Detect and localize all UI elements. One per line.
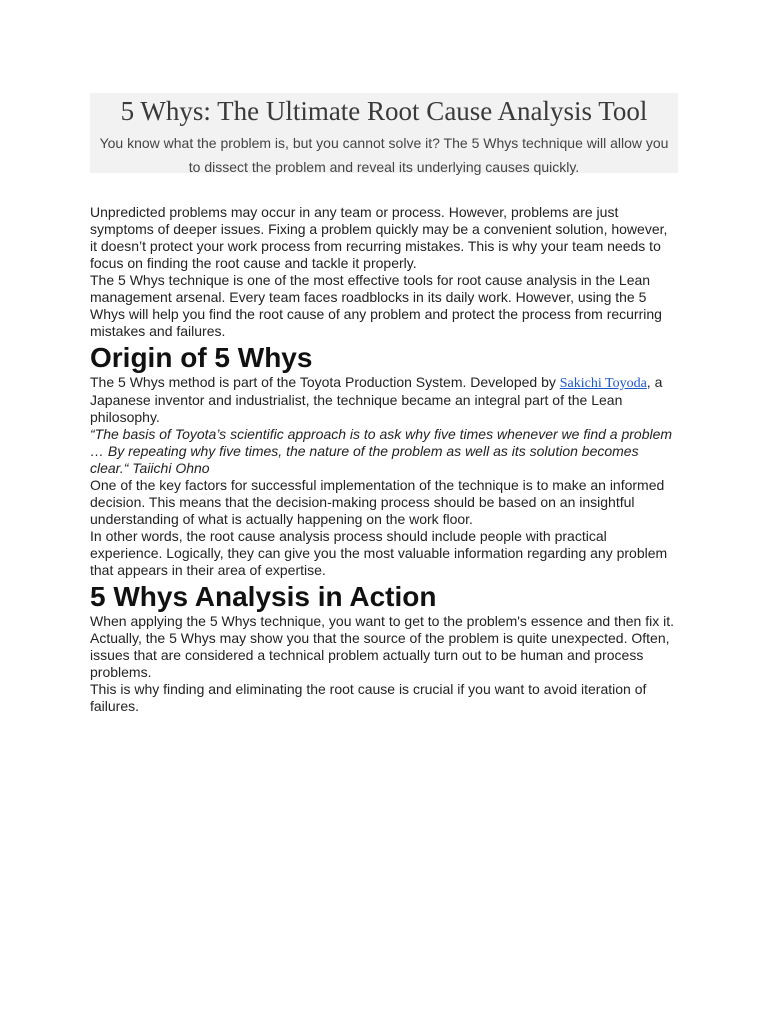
page-title: 5 Whys: The Ultimate Root Cause Analysis Tool xyxy=(120,96,648,126)
intro-paragraph-2: The 5 Whys technique is one of the most effective tools for root cause analysis in the Lean management arsenal. Every team faces roadblocks in its daily work. However, using the 5 Whys will help you find the root cause of any problem and protect the process from recurring mistakes and failures. xyxy=(90,272,662,339)
action-heading: 5 Whys Analysis in Action xyxy=(90,581,437,612)
intro-paragraph-1: Unpredicted problems may occur in any team or process. However, problems are just symptoms of deeper issues. Fixing a problem quickly may be a convenient solution, however, it doesn’t protect your work process from recurring mistakes. This is why your team needs to focus on finding the root cause and tackle it properly. xyxy=(90,204,668,271)
origin-paragraph-2: One of the key factors for successful implementation of the technique is to make an informed decision. This means that the decision-making process should be based on an insightful understanding of what is actually happening on the work floor. xyxy=(90,477,665,527)
action-paragraph-2: This is why finding and eliminating the root cause is crucial if you want to avoid iteration of failures. xyxy=(90,681,647,714)
origin-paragraph-1-end: , a Japanese inventor and industrialist, the technique became an integral part of the Lean philosophy. xyxy=(90,374,663,425)
origin-paragraph-1-start: The 5 Whys method is part of the Toyota Production System. Developed by xyxy=(90,374,560,390)
ohno-quote: “The basis of Toyota’s scientific approach is to ask why five times whenever we find a problem … By repeating why five times, the nature of the problem as well as its solution becomes clear.“ Taiichi Ohno xyxy=(90,426,673,476)
origin-heading: Origin of 5 Whys xyxy=(90,342,313,373)
header-box xyxy=(90,93,678,173)
document-page xyxy=(90,93,678,715)
sakichi-toyoda-link[interactable]: Sakichi Toyoda xyxy=(559,376,647,391)
origin-paragraph-1 xyxy=(90,374,678,426)
origin-paragraph-3: In other words, the root cause analysis process should include people with practical experience. Logically, they can give you the most valuable information regarding any problem that appears in their area of expertise. xyxy=(90,528,668,578)
action-paragraph-1: When applying the 5 Whys technique, you want to get to the problem's essence and then fix it. Actually, the 5 Whys may show you that the source of the problem is quite unexpected. Often, issues that are considered a technical problem actually turn out to be human and process problems. xyxy=(90,613,675,680)
page-subtitle: You know what the problem is, but you cannot solve it? The 5 Whys technique will allow you to dissect the problem and reveal its underlying causes quickly. xyxy=(99,135,669,175)
